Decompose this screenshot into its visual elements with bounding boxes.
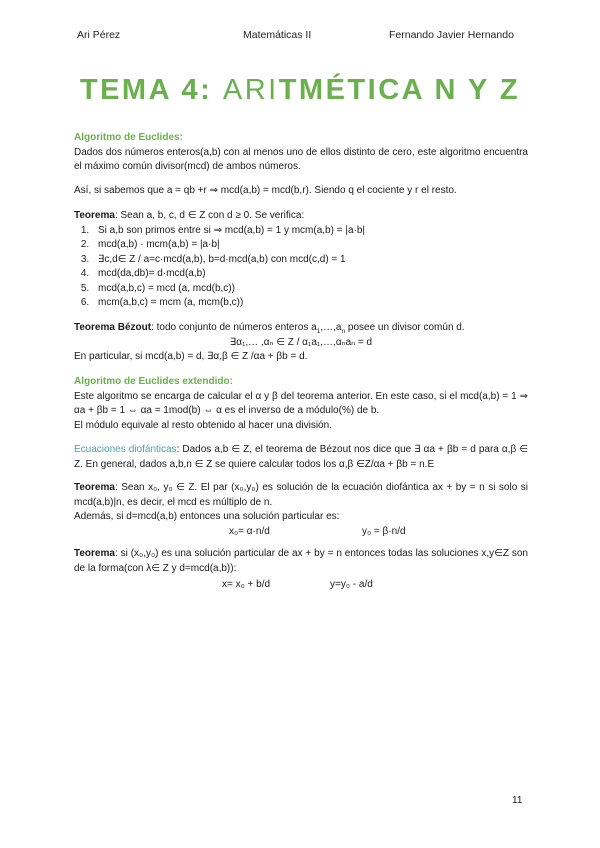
page-number: 11: [512, 795, 523, 806]
bezout-intro: [74, 321, 528, 336]
teorema-1-intro: [74, 209, 528, 224]
list-item: 5. mcd(a,b,c) = mcd (a, mcd(b,c)): [92, 282, 528, 297]
extendido-paragraph: Este algoritmo se encarga de calcular el α y β del teorema anterior. En este caso, si el mcd(a,b) = 1 ⇒ αa + βb = 1 ⇔ αa = 1mod(b) ⇔ α es el inverso de a módulo(%) de b.: [74, 390, 528, 416]
teorema-3-label: Teorema: [74, 548, 115, 559]
list-item: 4. mcd(da,db)= d·mcd(a,b): [92, 267, 528, 282]
bezout-particular: En particular, si mcd(a,b) = d, ∃α,β ∈ Z /αa + βb = d.: [74, 351, 308, 362]
section-teorema-1: [74, 209, 528, 311]
extendido-note: El módulo equivale al resto obtenido al hacer una división.: [74, 419, 332, 431]
section-diofanticas: [74, 443, 528, 472]
extendido-heading: Algoritmo de Euclides extendido:: [74, 376, 233, 387]
list-item: 6. mcm(a,b,c) = mcm (a, mcm(b,c)): [92, 296, 528, 311]
bezout-sub-1: 1: [316, 328, 321, 335]
general-solution-x: x= x₀ + b/d: [222, 579, 271, 590]
title-part3: TMÉTICA N Y Z: [278, 74, 521, 106]
teorema-3-text: : si (x₀,y₀) es una solución particular de ax + by = n entonces todas las soluciones x,y∈Z son de la forma(con λ∈ Z y d=mcd(a,b)):: [74, 548, 528, 574]
general-solution-y: y=y₀ - a/d: [330, 579, 373, 590]
diofanticas-text: : Dados a,b ∈ Z, el teorema de Bézout nos dice que ∃ αa + βb = d para α,β ∈ Z. En general, dados a,b,n ∈ Z se quiere calcular todos los α,β ∈Z/αa + βb = n.E: [74, 444, 528, 470]
section-euclides: [74, 131, 528, 175]
header-professor: Fernando Javier Hernando: [389, 29, 514, 41]
solution-x0: x₀= α·n/d: [229, 526, 270, 537]
bezout-label: Teorema Bézout: [74, 322, 152, 333]
teorema-1-text: : Sean a, b, c, d ∈ Z con d ≥ 0. Se verifica:: [114, 210, 305, 221]
teorema-2-label: Teorema: [74, 482, 115, 493]
euclides-relation: Así, si sabemos que a = qb +r ⇒ mcd(a,b) = mcd(b,r). Siendo q el cociente y r el resto.: [74, 185, 457, 196]
euclides-heading: Algoritmo de Euclides:: [74, 132, 183, 143]
bezout-formula: ∃α₁,… ,αₙ ∈ Z / α₁a₁,…,αₙaₙ = d: [229, 336, 373, 348]
list-item: 3. ∃c,d∈ Z / a=c·mcd(a,b), b=d·mcd(a,b) con mcd(c,d) = 1: [92, 253, 528, 268]
teorema-2-text: : Sean x₀, y₀ ∈ Z. El par (x₀,y₀) es solución de la ecuación diofántica ax + by = n si solo si mcd(a,b)|n, es decir, el mcd es múltiplo de n.: [74, 482, 528, 508]
teorema-2-ademas: Además, si d=mcd(a,b) entonces una solución particular es:: [74, 511, 340, 522]
header-subject: Matemáticas II: [243, 29, 312, 41]
section-euclides-extendido: [74, 375, 528, 433]
solution-y0: y₀ = β·n/d: [362, 526, 406, 537]
list-item: 2. mcd(a,b) · mcm(a,b) = |a·b|: [92, 238, 528, 253]
title-part1: TEMA 4:: [79, 74, 213, 106]
bezout-text-a: : todo conjunto de números enteros a: [151, 322, 317, 333]
diofanticas-heading: Ecuaciones diofánticas: [74, 444, 177, 455]
section-bezout: [74, 321, 528, 365]
teorema-1-list: [74, 224, 528, 311]
header-author: Ari Pérez: [77, 29, 121, 41]
bezout-sub-n: n: [341, 328, 346, 335]
section-teorema-3: [74, 547, 528, 576]
list-item: 1. Si a,b son primos entre si ⇒ mcd(a,b) = 1 y mcm(a,b) = |a·b|: [92, 224, 528, 239]
euclides-paragraph: Dados dos números enteros(a,b) con al menos uno de ellos distinto de cero, este algoritmo encuentra el máximo común divisor(mcd) de ambos números.: [74, 146, 528, 172]
page-title: [0, 74, 600, 107]
title-part2: ARI: [222, 74, 279, 106]
bezout-text-c: posee un divisor común d.: [345, 322, 465, 333]
teorema-1-label: Teorema: [74, 210, 115, 221]
bezout-text-b: ,…,a: [320, 322, 342, 333]
section-teorema-2: [74, 481, 528, 510]
